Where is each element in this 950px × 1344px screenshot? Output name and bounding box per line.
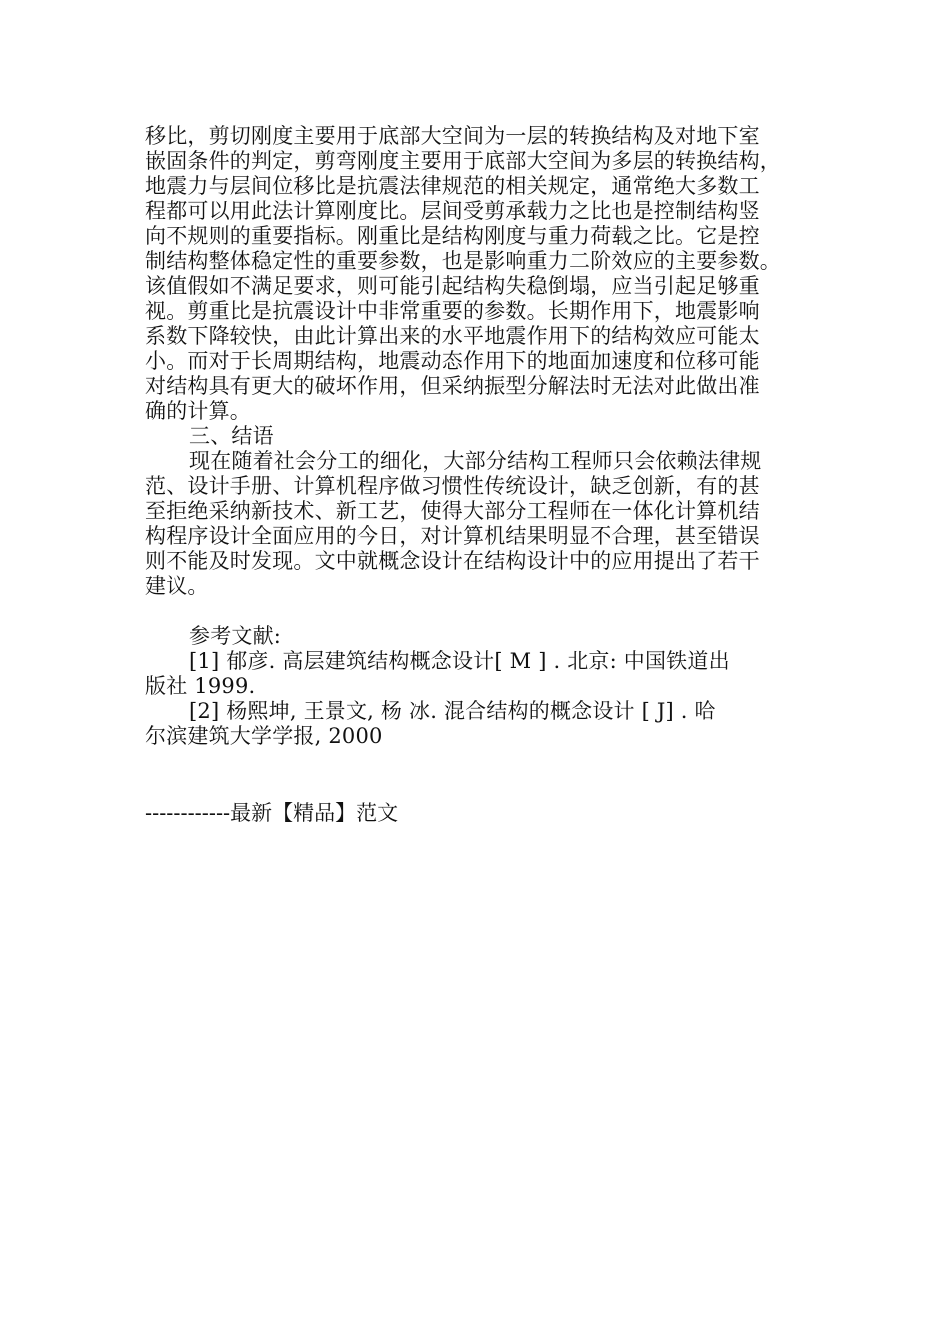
- text-line: 范、设计手册、计算机程序做习惯性传统设计，缺乏创新，有的甚: [145, 474, 760, 498]
- text-line: [1] 郁彦. 高层建筑结构概念设计[ M ] . 北京: 中国铁道出: [189, 649, 730, 673]
- section-heading: [145, 424, 810, 449]
- text-line: 版社 1999.: [145, 674, 256, 698]
- text-line: 制结构整体稳定性的重要参数，也是影响重力二阶效应的主要参数。: [145, 249, 781, 273]
- text-line: 至拒绝采纳新技术、新工艺，使得大部分工程师在一体化计算机结: [145, 499, 760, 523]
- blank-line: [145, 599, 810, 624]
- reference-item-1: [145, 649, 810, 699]
- text-line: 尔滨建筑大学学报, 2000: [145, 724, 383, 748]
- text-line: 系数下降较快，由此计算出来的水平地震作用下的结构效应可能太: [145, 324, 760, 348]
- reference-item-2: [145, 699, 810, 749]
- text-line: 地震力与层间位移比是抗震法律规范的相关规定，通常绝大多数工: [145, 174, 760, 198]
- text-line: 确的计算。: [145, 399, 251, 423]
- blank-space: [145, 749, 810, 801]
- text-line: 视。剪重比是抗震设计中非常重要的参数。长期作用下，地震影响: [145, 299, 760, 323]
- text-line: 建议。: [145, 574, 209, 598]
- text-line: 现在随着社会分工的细化，大部分结构工程师只会依赖法律规: [189, 449, 762, 473]
- body-paragraph-1: [145, 124, 810, 424]
- body-paragraph-2: [145, 449, 810, 599]
- text-line: 移比，剪切刚度主要用于底部大空间为一层的转换结构及对地下室: [145, 124, 760, 148]
- references-heading: [145, 624, 810, 649]
- text-line: 程都可以用此法计算刚度比。层间受剪承载力之比也是控制结构竖: [145, 199, 760, 223]
- references-section: [145, 624, 810, 749]
- references-heading-text: 参考文献:: [189, 624, 282, 648]
- section-heading-text: 三、结语: [189, 424, 274, 448]
- text-line: 该值假如不满足要求，则可能引起结构失稳倒塌，应当引起足够重: [145, 274, 760, 298]
- text-line: 构程序设计全面应用的今日，对计算机结果明显不合理，甚至错误: [145, 524, 760, 548]
- text-line: 向不规则的重要指标。刚重比是结构刚度与重力荷载之比。它是控: [145, 224, 760, 248]
- text-line: 对结构具有更大的破坏作用，但采纳振型分解法时无法对此做出准: [145, 374, 760, 398]
- footer-tagline: ------------最新【精品】范文: [145, 801, 399, 825]
- text-line: [2] 杨熙坤, 王景文, 杨 冰. 混合结构的概念设计 [ J] . 哈: [189, 699, 716, 723]
- text-line: 嵌固条件的判定，剪弯刚度主要用于底部大空间为多层的转换结构，: [145, 149, 781, 173]
- document-page: [145, 124, 810, 826]
- text-line: 小。而对于长周期结构，地震动态作用下的地面加速度和位移可能: [145, 349, 760, 373]
- text-line: 则不能及时发现。文中就概念设计在结构设计中的应用提出了若干: [145, 549, 760, 573]
